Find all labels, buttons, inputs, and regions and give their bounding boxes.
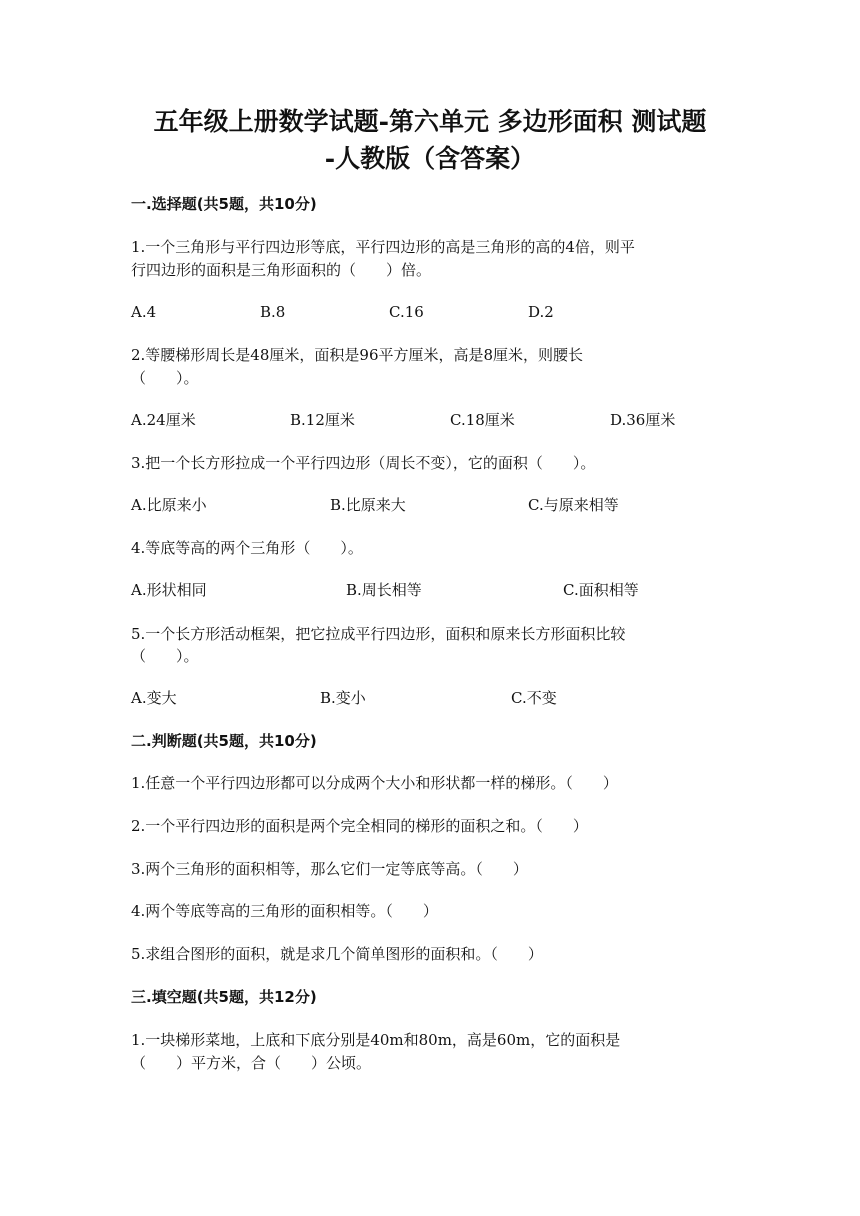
question-text: 3.两个三角形的面积相等，那么它们一定等底等高。（ ） [131,860,528,878]
section-heading-judgment: 二.判断题(共5题，共10分) [131,732,317,750]
option-d: D.36厘米 [610,411,676,429]
option-c: C.18厘米 [450,411,515,429]
question-text: 5.一个长方形活动框架，把它拉成平行四边形，面积和原来长方形面积比较 [131,625,626,643]
question-text: 3.把一个长方形拉成一个平行四边形（周长不变），它的面积（ ）。 [131,454,596,472]
question-text: 5.求组合图形的面积，就是求几个简单图形的面积和。（ ） [131,945,543,963]
document-title-line-2: -人教版（含答案） [324,144,536,173]
question-text: （ ）平方米，合（ ）公顷。 [131,1054,372,1072]
option-b: B.比原来大 [330,496,406,514]
option-b: B.8 [260,303,286,321]
question-text: 1.一块梯形菜地，上底和下底分别是40m和80m，高是60m，它的面积是 [131,1031,621,1049]
option-b: B.12厘米 [290,411,355,429]
option-b: B.变小 [320,689,366,707]
question-text: 2.等腰梯形周长是48厘米，面积是96平方厘米，高是8厘米，则腰长 [131,346,584,364]
question-text: 1.任意一个平行四边形都可以分成两个大小和形状都一样的梯形。（ ） [131,774,618,792]
section-heading-fill-in: 三.填空题(共5题，共12分) [131,988,317,1006]
question-text: （ ）。 [131,369,199,387]
option-c: C.面积相等 [563,581,639,599]
question-text: 行四边形的面积是三角形面积的（ ）倍。 [131,261,432,279]
document-title-line-1: 五年级上册数学试题-第六单元 多边形面积 测试题 [153,107,707,136]
question-text: 4.两个等底等高的三角形的面积相等。（ ） [131,902,438,920]
option-a: A.变大 [131,689,177,707]
question-text: 4.等底等高的两个三角形（ ）。 [131,539,363,557]
option-a: A.4 [131,303,157,321]
option-a: A.形状相同 [131,581,207,599]
option-a: A.比原来小 [131,496,207,514]
option-a: A.24厘米 [131,411,196,429]
question-text: （ ）。 [131,647,199,665]
option-b: B.周长相等 [346,581,422,599]
section-heading-choice: 一.选择题(共5题，共10分) [131,195,317,213]
option-c: C.16 [389,303,424,321]
question-text: 2.一个平行四边形的面积是两个完全相同的梯形的面积之和。（ ） [131,817,588,835]
question-text: 1.一个三角形与平行四边形等底，平行四边形的高是三角形的高的4倍，则平 [131,238,635,256]
option-c: C.与原来相等 [528,496,619,514]
option-d: D.2 [528,303,554,321]
option-c: C.不变 [511,689,557,707]
